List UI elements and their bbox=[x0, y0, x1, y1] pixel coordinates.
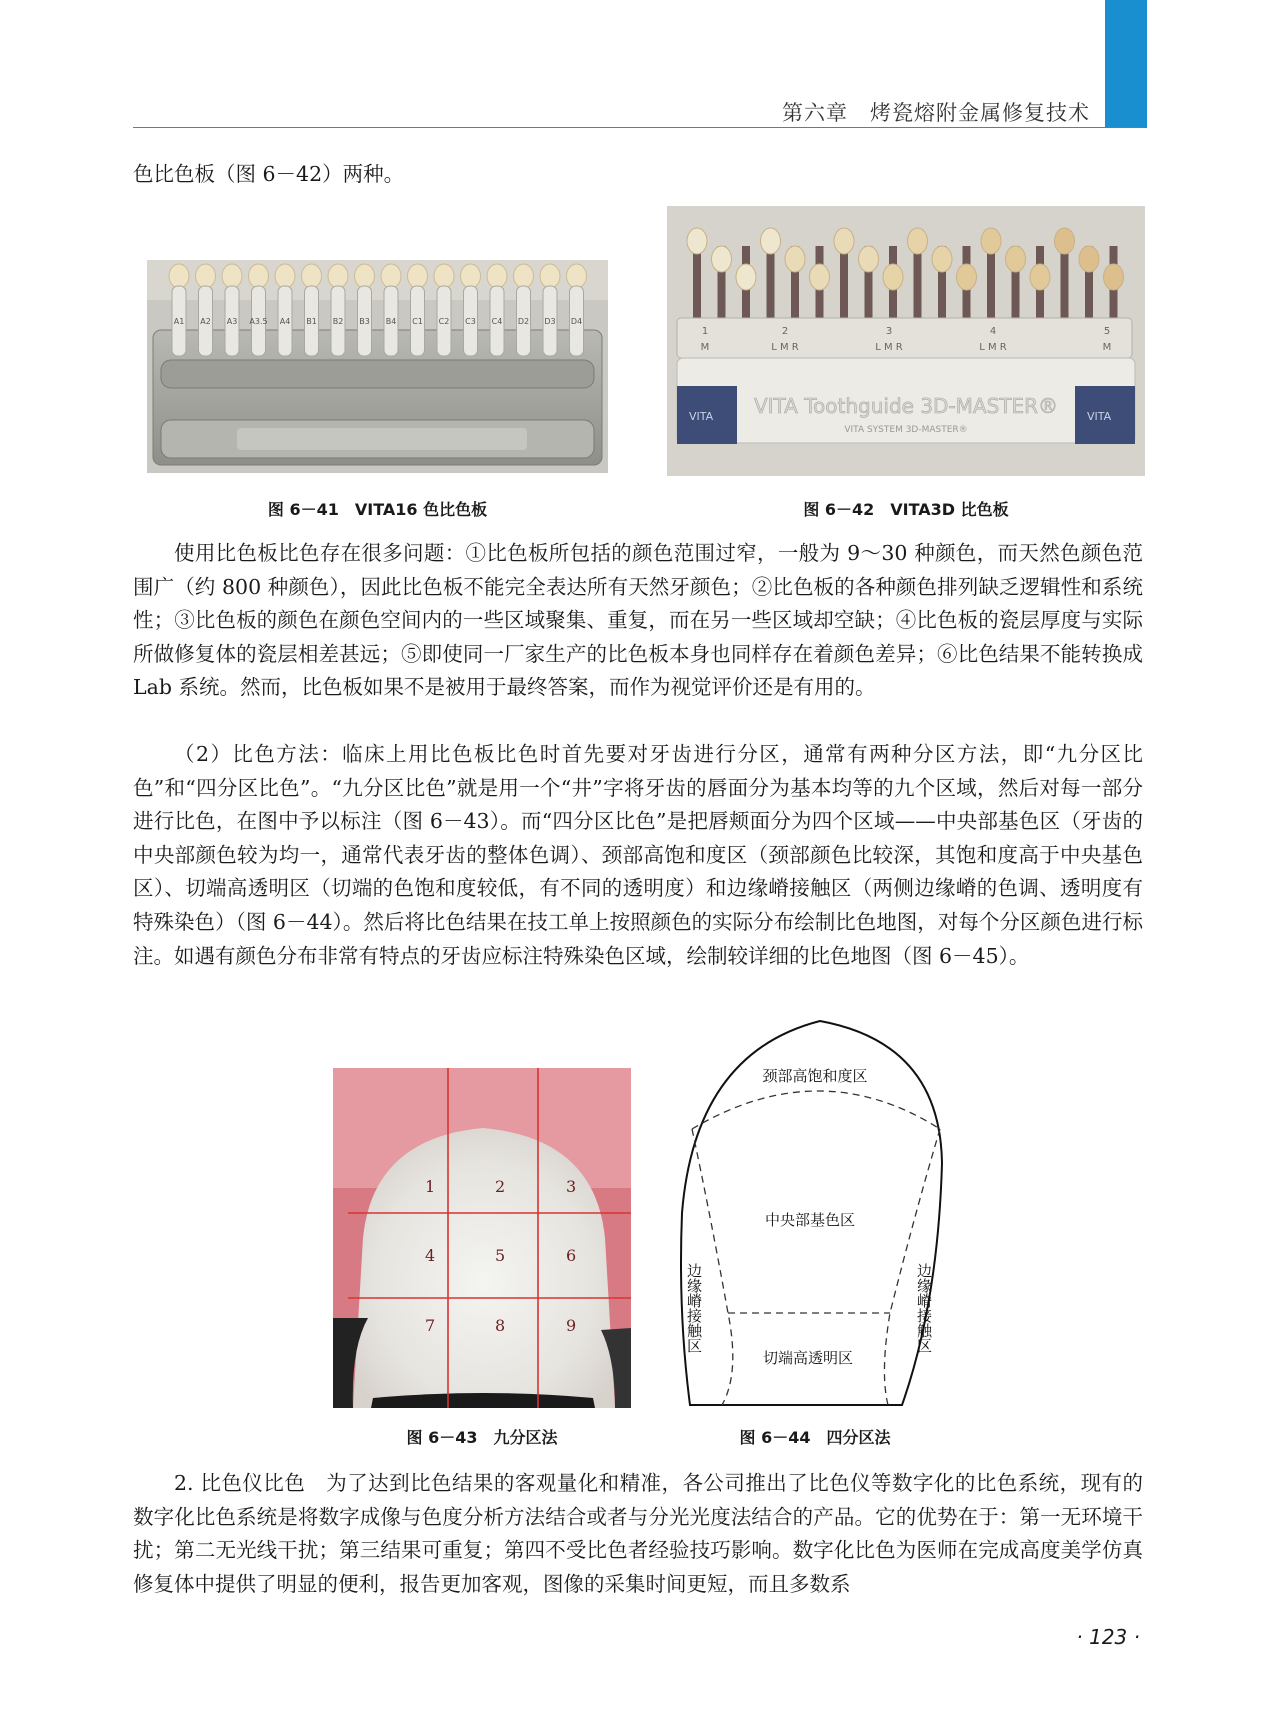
shade-tab-label: C2 bbox=[438, 317, 450, 326]
zone-label-right-ridge: 边缘嵴接触区 bbox=[915, 1263, 933, 1353]
shade-tab-tooth bbox=[275, 264, 295, 288]
zone-number-7: 7 bbox=[425, 1316, 436, 1335]
paragraph-colorimeter: 2. 比色仪比色 为了达到比色结果的客观量化和精准，各公司推出了比色仪等数字化的比色系统，现有的数字化比色系统是将数字成像与色度分析方法结合或者与分光光度法结合的产品。它的优势在于：第一无环境干扰；第二无光线干扰；第三结果可重复；第四不受比色者经验技巧影响。数字化比色为医师在完成高度美学仿真修复体中提供了明显的便利，报告更加客观，图像的采集时间更短，而且多数系 bbox=[133, 1471, 1143, 1596]
four-zone-diagram bbox=[670, 1013, 960, 1413]
shade-tab-tooth bbox=[687, 228, 707, 254]
shade-tab-tooth bbox=[1079, 246, 1099, 272]
zone-number-2: 2 bbox=[495, 1177, 506, 1196]
zone-label-incisal: 切端高透明区 bbox=[762, 1349, 854, 1367]
group-letters-label: L M R bbox=[979, 342, 1007, 353]
shade-tab-tooth bbox=[1006, 246, 1026, 272]
shade-tab-tooth bbox=[381, 264, 401, 288]
shade-tab-label: B3 bbox=[359, 317, 370, 326]
vita-logo-left: VITA bbox=[689, 410, 714, 423]
shade-tab-label: D2 bbox=[517, 317, 530, 326]
shade-tab-tooth bbox=[328, 264, 348, 288]
shade-tab-tooth bbox=[834, 228, 854, 254]
shade-tab-tooth bbox=[355, 264, 375, 288]
nine-zone-tooth-image bbox=[333, 1068, 631, 1408]
shade-tab-label: A2 bbox=[200, 317, 211, 326]
shade-tab-shaft bbox=[914, 246, 922, 321]
group-letters-label: M bbox=[700, 342, 710, 353]
zone-label-left-ridge: 边缘嵴接触区 bbox=[685, 1263, 703, 1353]
header-rule bbox=[133, 127, 1145, 128]
paragraph-shade-method: （2）比色方法：临床上用比色板比色时首先要对牙齿进行分区，通常有两种分区方法，即“九分区比色”和“四分区比色”。“九分区比色”就是用一个“井”字将牙齿的唇面分为基本均等的九个区域，然后对每一部分进行比色，在图中予以标注（图 6－43）。而“四分区比色”是把唇颊面分为四个区域——中央部基色区（牙齿的中央部颜色较为均一，通常代表牙齿的整体色调）、颈部高饱和度区（颈部颜色比较深，其饱和度高于中央基色区）、切端高透明区（切端的色饱和度较低，有不同的透明度）和边缘嵴接触区（两侧边缘嵴的色调、透明度有特殊染色）（图 6－44）。然后将比色结果在技工单上按照颜色的实际分布绘制比色地图，对每个分区颜色进行标注。如遇有颜色分布非常有特点的牙齿应标注特殊染色区域，绘制较详细的比色地图（图 6－45）。 bbox=[133, 742, 1143, 968]
shade-tab-label: C3 bbox=[465, 317, 476, 326]
zone-number-6: 6 bbox=[566, 1246, 577, 1265]
shade-tab-label: A1 bbox=[173, 317, 185, 326]
shade-tab-tooth bbox=[434, 264, 454, 288]
shade-tab-tooth bbox=[302, 264, 322, 288]
shade-tab-tooth bbox=[514, 264, 534, 288]
vita3d-subbrand-text: VITA SYSTEM 3D-MASTER® bbox=[844, 425, 968, 435]
zone-number-4: 4 bbox=[425, 1246, 436, 1265]
vita3d-shade-guide-image bbox=[667, 206, 1145, 476]
shade-tab-tooth bbox=[932, 246, 952, 272]
shade-tab-tooth bbox=[461, 264, 481, 288]
zone-number-5: 5 bbox=[495, 1246, 506, 1265]
shade-tab-shaft bbox=[987, 246, 995, 321]
paragraph-shade-guide-problems: 使用比色板比色存在很多问题：①比色板所包括的颜色范围过窄，一般为 9～30 种颜色，而天然色颜色范围广（约 800 种颜色），因此比色板不能完全表达所有天然牙颜色；②比色板的各种颜色排列缺乏逻辑性和系统性；③比色板的颜色在颜色空间内的一些区域聚集、重复，而在另一些区域却空缺；④比色板的瓷层厚度与实际所做修复体的瓷层相差甚远；⑤即使同一厂家生产的比色板本身也同样存在着颜色差异；⑥比色结果不能转换成 Lab 系统。然而，比色板如果不是被用于最终答案，而作为视觉评价还是有用的。 bbox=[133, 541, 1143, 700]
shade-tab-shaft bbox=[840, 246, 848, 321]
shade-tab-tooth bbox=[249, 264, 269, 288]
shade-tab-tooth bbox=[169, 264, 189, 288]
shade-tab-tooth bbox=[1055, 228, 1075, 254]
shade-tab-label: D4 bbox=[570, 317, 583, 326]
shade-tab-shaft bbox=[1061, 246, 1069, 321]
shade-tab-tooth bbox=[810, 264, 830, 290]
shade-tab-tooth bbox=[540, 264, 560, 288]
shade-tab-label: B2 bbox=[332, 317, 344, 326]
zone-number-1: 1 bbox=[425, 1177, 436, 1196]
shade-tab-tooth bbox=[1030, 264, 1050, 290]
group-letters-label: M bbox=[1102, 342, 1112, 353]
group-number-label: 1 bbox=[701, 326, 709, 337]
shade-tab-tooth bbox=[859, 246, 879, 272]
shade-tab-tooth bbox=[981, 228, 1001, 254]
group-number-label: 2 bbox=[781, 326, 789, 337]
figure-vita3d-photo bbox=[667, 206, 1145, 476]
shade-tab-tooth bbox=[883, 264, 903, 290]
shade-tab-tooth bbox=[736, 264, 756, 290]
zone-label-neck: 颈部高饱和度区 bbox=[762, 1067, 868, 1085]
group-letters-label: L M R bbox=[771, 342, 799, 353]
page-number: · 123 · bbox=[1076, 1625, 1140, 1649]
group-number-label: 4 bbox=[989, 326, 997, 337]
shade-tab-tooth bbox=[712, 246, 732, 272]
shade-tab-tooth bbox=[785, 246, 805, 272]
shade-tab-label: A3.5 bbox=[249, 317, 268, 326]
shade-tab-tooth bbox=[487, 264, 507, 288]
shade-tab-shaft bbox=[693, 246, 701, 321]
group-number-label: 3 bbox=[885, 326, 893, 337]
running-head: 第六章 烤瓷熔附金属修复技术 bbox=[782, 101, 1090, 125]
group-number-label: 5 bbox=[1103, 326, 1111, 337]
shade-tab-label: C1 bbox=[412, 317, 423, 326]
shade-tab-tooth bbox=[957, 264, 977, 290]
zone-number-8: 8 bbox=[495, 1316, 506, 1335]
shade-tab-tooth bbox=[222, 264, 242, 288]
shade-tab-shaft bbox=[767, 246, 775, 321]
figure-caption-6-42: 图 6－42 VITA3D 比色板 bbox=[803, 500, 1009, 519]
shade-tab-label: B1 bbox=[306, 317, 317, 326]
shade-tab-label: A4 bbox=[279, 317, 291, 326]
shade-tab-tooth bbox=[908, 228, 928, 254]
shade-tab-label: B4 bbox=[385, 317, 397, 326]
figure-caption-6-44: 图 6－44 四分区法 bbox=[739, 1428, 891, 1447]
chapter-tab bbox=[1105, 0, 1147, 128]
zone-number-9: 9 bbox=[566, 1316, 577, 1335]
shade-tab-tooth bbox=[1104, 264, 1124, 290]
figure-vita16-photo bbox=[147, 260, 608, 473]
shade-tab-tooth bbox=[196, 264, 216, 288]
figure-four-zone-diagram bbox=[670, 1013, 960, 1413]
paragraph-continuation: 色比色板（图 6－42）两种。 bbox=[133, 162, 405, 186]
figure-caption-6-41: 图 6－41 VITA16 色比色板 bbox=[267, 500, 488, 519]
shade-tab-tooth bbox=[408, 264, 428, 288]
shade-tab-label: D3 bbox=[544, 317, 556, 326]
vita-logo-right: VITA bbox=[1087, 410, 1112, 423]
shade-tab-tooth bbox=[761, 228, 781, 254]
figure-nine-zone-photo bbox=[333, 1068, 631, 1408]
group-letters-label: L M R bbox=[875, 342, 903, 353]
figure-caption-6-43: 图 6－43 九分区法 bbox=[406, 1428, 558, 1447]
vita3d-brand-text: VITA Toothguide 3D-MASTER® bbox=[753, 394, 1059, 418]
zone-label-center: 中央部基色区 bbox=[764, 1211, 856, 1229]
shade-tab-label: C4 bbox=[491, 317, 503, 326]
shade-tab-label: A3 bbox=[226, 317, 238, 326]
shade-tab-tooth bbox=[567, 264, 587, 288]
zone-number-3: 3 bbox=[566, 1177, 577, 1196]
vita16-shade-guide-image bbox=[147, 260, 608, 473]
